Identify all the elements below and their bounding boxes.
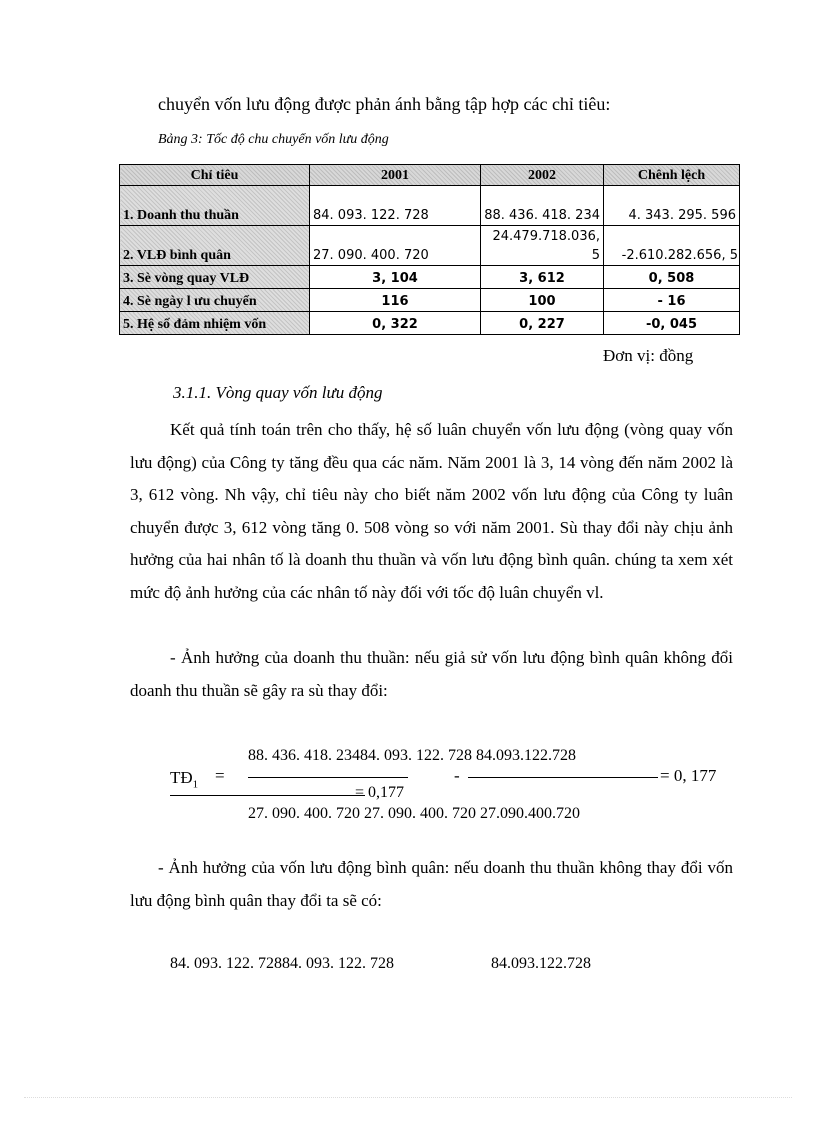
cell-difference: -2.610.282.656, 5 bbox=[604, 226, 740, 266]
unit-note: Đơn vị: đồng bbox=[603, 346, 694, 365]
section-heading: 3.1.1. Vòng quay vốn lưu động bbox=[173, 383, 383, 402]
cell-2002: 3, 612 bbox=[481, 266, 604, 289]
header-2001: 2001 bbox=[310, 165, 481, 186]
table-header-row bbox=[120, 165, 740, 186]
paragraph-capital-effect bbox=[130, 852, 733, 917]
table-row bbox=[120, 312, 740, 335]
row-label: 5. Hệ số đảm nhiệm vốn bbox=[120, 312, 310, 335]
row-label: 1. Doanh thu thuần bbox=[120, 186, 310, 226]
formula-label-main: TĐ bbox=[170, 768, 193, 787]
formula-label-subscript: 1 bbox=[192, 778, 199, 791]
cell-difference: 4. 343. 295. 596 bbox=[604, 186, 740, 226]
formula-2-left: 84. 093. 122. 72884. 093. 122. 728 bbox=[170, 955, 394, 972]
row-label: 4. Sè ngày l ưu chuyển bbox=[120, 289, 310, 312]
cell-2002: 88. 436. 418. 234 bbox=[481, 186, 604, 226]
formula-inner-result: = 0,177 bbox=[355, 784, 405, 801]
cell-2002: 100 bbox=[481, 289, 604, 312]
page-bottom-divider bbox=[24, 1097, 792, 1098]
header-indicator: Chỉ tiêu bbox=[120, 165, 310, 186]
intro-line: chuyển vốn lưu động được phản ánh bằng tập hợp các chỉ tiêu: bbox=[158, 94, 611, 114]
table-row bbox=[120, 186, 740, 226]
cell-2002: 24.479.718.036, 5 bbox=[481, 226, 604, 266]
velocity-table bbox=[119, 164, 740, 335]
fraction-bar bbox=[468, 777, 658, 778]
formula-2-right: 84.093.122.728 bbox=[491, 955, 591, 972]
table-row bbox=[120, 289, 740, 312]
formula-equals: = bbox=[215, 766, 225, 785]
header-difference: Chênh lệch bbox=[604, 165, 740, 186]
cell-difference: 0, 508 bbox=[604, 266, 740, 289]
paragraph-revenue-effect bbox=[130, 642, 733, 707]
cell-2001: 84. 093. 122. 728 bbox=[310, 186, 481, 226]
formula-denominator: 27. 090. 400. 720 27. 090. 400. 720 27.090.400.720 bbox=[248, 805, 580, 822]
cell-2001: 27. 090. 400. 720 bbox=[310, 226, 481, 266]
fraction-bar bbox=[248, 777, 408, 778]
row-label: 3. Sè vòng quay VLĐ bbox=[120, 266, 310, 289]
cell-2001: 116 bbox=[310, 289, 481, 312]
formula-minus: - bbox=[454, 766, 460, 785]
table-caption: Bảng 3: Tốc độ chu chuyển vốn lưu động bbox=[158, 132, 389, 147]
formula-numerator: 88. 436. 418. 23484. 093. 122. 728 84.093.122.728 bbox=[248, 747, 576, 764]
cell-2002: 0, 227 bbox=[481, 312, 604, 335]
formula-label bbox=[170, 768, 198, 790]
cell-difference: -0, 045 bbox=[604, 312, 740, 335]
table-row bbox=[120, 226, 740, 266]
paragraph-text: Kết quả tính toán trên cho thấy, hệ số luân chuyển vốn lưu động (vòng quay vốn lưu động) của Công ty tăng đều qua các năm. Năm 2001 là 3, 14 vòng đến năm 2002 là 3, 612 vòng. Nh vậy, chỉ tiêu này cho biết năm 2002 vốn lưu động của Công ty luân chuyển được 3, 612 vòng tăng 0. 508 vòng so với năm 2001. Sù thay đổi này chịu ảnh hưởng của hai nhân tố là doanh thu thuần và vốn lưu động bình quân. chúng ta xem xét mức độ ảnh hưởng của các nhân tố này đối với tốc độ luân chuyển vl. bbox=[130, 420, 733, 602]
fraction-bar bbox=[170, 795, 365, 796]
table-row bbox=[120, 266, 740, 289]
paragraph-text: - Ảnh hưởng của vốn lưu động bình quân: nếu doanh thu thuần không thay đổi vốn lưu động bình quân thay đổi ta sẽ có: bbox=[130, 858, 733, 910]
cell-2001: 0, 322 bbox=[310, 312, 481, 335]
cell-2001: 3, 104 bbox=[310, 266, 481, 289]
row-label: 2. VLĐ bình quân bbox=[120, 226, 310, 266]
paragraph-turnover bbox=[130, 414, 733, 609]
cell-difference: - 16 bbox=[604, 289, 740, 312]
formula-result: = 0, 177 bbox=[660, 766, 717, 785]
paragraph-text: - Ảnh hưởng của doanh thu thuần: nếu giả sử vốn lưu động bình quân không đổi doanh thu thuần sẽ gây ra sù thay đổi: bbox=[130, 648, 733, 700]
header-2002: 2002 bbox=[481, 165, 604, 186]
